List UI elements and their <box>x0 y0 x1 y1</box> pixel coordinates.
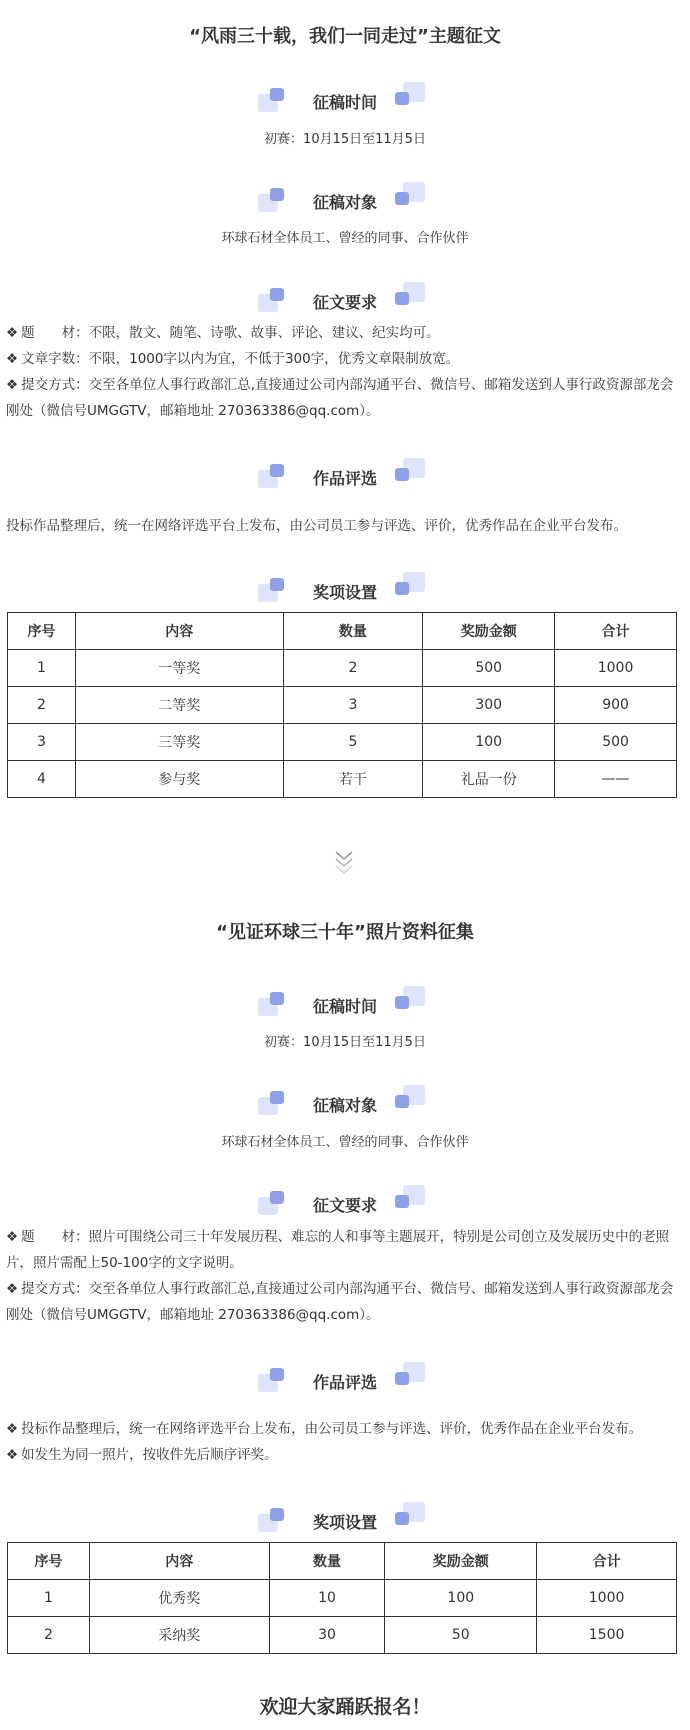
col-header: 序号 <box>8 1543 90 1580</box>
diamond-bullet-icon: ❖ <box>6 351 19 367</box>
diamond-bullet-icon: ❖ <box>6 1421 19 1437</box>
section1-target-text: 环球石材全体员工、曾经的同事、合作伙伴 <box>221 231 469 246</box>
section1-target-heading: 征稿对象 <box>0 180 690 220</box>
section1-time-heading: 征稿时间 <box>0 80 690 120</box>
table-cell: 5 <box>283 724 423 761</box>
section1-title: “风雨三十载，我们一同走过”主题征文 <box>189 26 501 47</box>
section2-prizes-heading: 奖项设置 <box>0 1500 690 1540</box>
table-cell: 采纳奖 <box>89 1617 269 1654</box>
table-cell: 900 <box>555 687 677 724</box>
decor-squares-icon <box>395 458 427 486</box>
table-row <box>8 687 677 724</box>
section2-title: “见证环球三十年”照片资料征集 <box>216 922 474 943</box>
diamond-bullet-icon: ❖ <box>6 1281 19 1297</box>
table-row <box>8 650 677 687</box>
decor-squares-icon <box>395 82 427 110</box>
section1-prizes-heading: 奖项设置 <box>0 570 690 610</box>
col-header: 合计 <box>555 613 677 650</box>
section2-time-heading: 征稿时间 <box>0 984 690 1024</box>
col-header: 序号 <box>8 613 76 650</box>
section1-time-text: 初赛：10月15日至11月5日 <box>264 132 426 147</box>
diamond-bullet-icon: ❖ <box>6 377 19 393</box>
table-cell: 三等奖 <box>75 724 283 761</box>
table-cell: 礼品一份 <box>423 761 555 798</box>
col-header: 数量 <box>283 613 423 650</box>
col-header: 奖励金额 <box>423 613 555 650</box>
table-cell: 2 <box>8 1617 90 1654</box>
table-cell: 2 <box>8 687 76 724</box>
section2-req-heading: 征文要求 <box>0 1183 690 1223</box>
decor-squares-icon <box>395 986 427 1014</box>
list-item: ❖ 提交方式：交至各单位人事行政部汇总,直接通过公司内部沟通平台、微信号、邮箱发送到人事行政资源部龙会刚处（微信号UMGGTV，邮箱地址 270363386@qq.com）。 <box>6 1281 674 1323</box>
table-cell: 500 <box>555 724 677 761</box>
list-item: ❖ 题 材：照片可围绕公司三十年发展历程、难忘的人和事等主题展开，特别是公司创立及发展历史中的老照片，照片需配上50-100字的文字说明。 <box>6 1229 670 1271</box>
list-item: ❖ 题 材：不限，散文、随笔、诗歌、故事、评论、建议、纪实均可。 <box>6 325 440 341</box>
decor-squares-icon <box>395 572 427 600</box>
table-cell: 300 <box>423 687 555 724</box>
list-item: ❖ 提交方式：交至各单位人事行政部汇总,直接通过公司内部沟通平台、微信号、邮箱发送到人事行政资源部龙会刚处（微信号UMGGTV，邮箱地址 270363386@qq.com）。 <box>6 377 674 419</box>
double-chevron-down-icon <box>331 848 357 878</box>
section1-selection-heading: 作品评选 <box>0 456 690 496</box>
section2-selection-list <box>6 1416 678 1468</box>
list-item: ❖ 如发生为同一照片，按收件先后顺序评奖。 <box>6 1447 278 1463</box>
section2-requirements-list <box>6 1224 678 1328</box>
diamond-bullet-icon: ❖ <box>6 1229 19 1245</box>
table-cell: 1000 <box>537 1580 677 1617</box>
table-cell: 30 <box>269 1617 385 1654</box>
decor-squares-icon <box>395 182 427 210</box>
section2-time-text: 初赛：10月15日至11月5日 <box>264 1035 426 1050</box>
col-header: 内容 <box>75 613 283 650</box>
table-cell: 4 <box>8 761 76 798</box>
table-row <box>8 761 677 798</box>
section2-target-heading: 征稿对象 <box>0 1083 690 1123</box>
table-cell: 1 <box>8 650 76 687</box>
table-cell: 3 <box>283 687 423 724</box>
decor-squares-icon <box>395 282 427 310</box>
table-cell: 1500 <box>537 1617 677 1654</box>
table-cell: 10 <box>269 1580 385 1617</box>
table-cell: 2 <box>283 650 423 687</box>
list-item: ❖ 投标作品整理后，统一在网络评选平台上发布，由公司员工参与评选、评价，优秀作品在企业平台发布。 <box>6 1421 643 1437</box>
section1-requirements-list <box>6 320 678 424</box>
table-row <box>8 724 677 761</box>
decor-squares-icon <box>395 1085 427 1113</box>
diamond-bullet-icon: ❖ <box>6 325 19 341</box>
section1-selection-text: 投标作品整理后，统一在网络评选平台上发布，由公司员工参与评选、评价，优秀作品在企业平台发布。 <box>6 518 627 534</box>
table-cell: 参与奖 <box>75 761 283 798</box>
col-header: 内容 <box>89 1543 269 1580</box>
col-header: 合计 <box>537 1543 677 1580</box>
section2-target-text: 环球石材全体员工、曾经的同事、合作伙伴 <box>221 1135 469 1150</box>
section2-prize-table <box>7 1542 677 1654</box>
table-row <box>8 1617 677 1654</box>
table-cell: —— <box>555 761 677 798</box>
table-cell: 500 <box>423 650 555 687</box>
table-cell: 100 <box>385 1580 537 1617</box>
table-cell: 若干 <box>283 761 423 798</box>
table-cell: 3 <box>8 724 76 761</box>
section1-req-heading: 征文要求 <box>0 280 690 320</box>
decor-squares-icon <box>395 1185 427 1213</box>
closing-message: 欢迎大家踊跃报名！ <box>259 1696 431 1718</box>
col-header: 奖励金额 <box>385 1543 537 1580</box>
table-cell: 100 <box>423 724 555 761</box>
list-item: ❖ 文章字数：不限，1000字以内为宜，不低于300字，优秀文章限制放宽。 <box>6 351 460 367</box>
decor-squares-icon <box>395 1362 427 1390</box>
table-cell: 一等奖 <box>75 650 283 687</box>
diamond-bullet-icon: ❖ <box>6 1447 19 1463</box>
table-cell: 二等奖 <box>75 687 283 724</box>
table-cell: 1000 <box>555 650 677 687</box>
table-cell: 1 <box>8 1580 90 1617</box>
table-header-row <box>8 613 677 650</box>
table-row <box>8 1580 677 1617</box>
col-header: 数量 <box>269 1543 385 1580</box>
table-cell: 优秀奖 <box>89 1580 269 1617</box>
section2-selection-heading: 作品评选 <box>0 1360 690 1400</box>
table-header-row <box>8 1543 677 1580</box>
decor-squares-icon <box>395 1502 427 1530</box>
table-cell: 50 <box>385 1617 537 1654</box>
section1-prize-table <box>7 612 677 798</box>
